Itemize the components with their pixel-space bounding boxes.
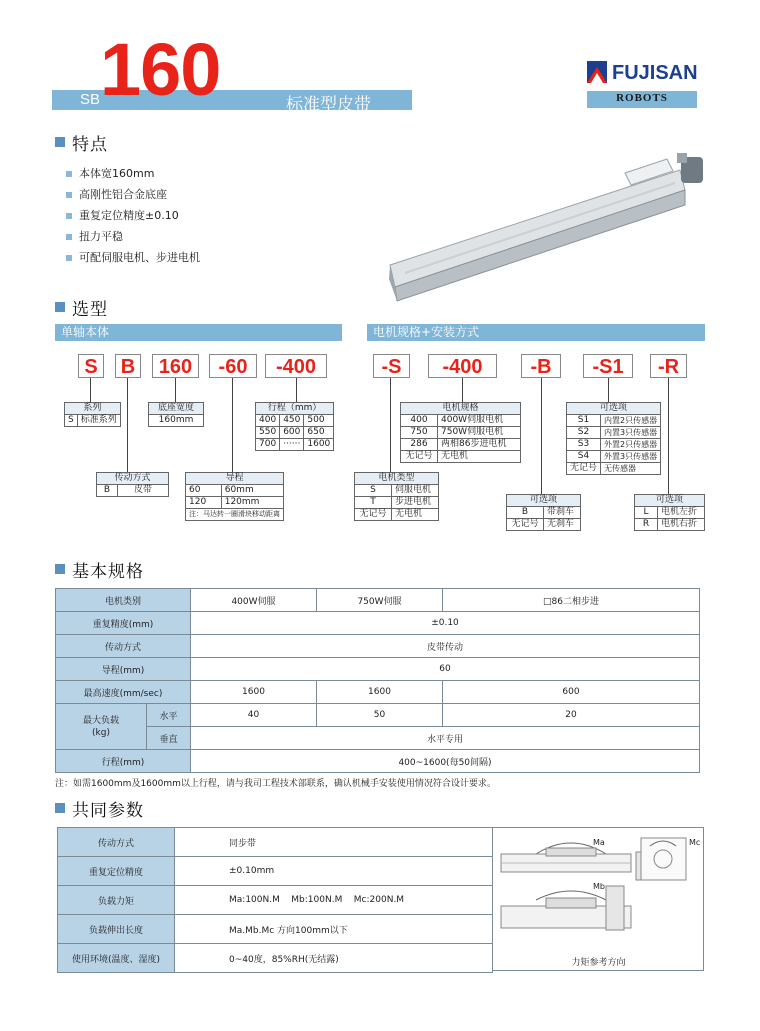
code-series: S xyxy=(78,354,104,378)
lead-label: 导程(mm) xyxy=(56,658,191,681)
lead-cell: 120 xyxy=(186,497,222,509)
lead-table xyxy=(185,472,284,521)
connector-line xyxy=(296,378,297,402)
param-value: Ma:100N.M Mb:100N.M Mc:200N.M xyxy=(175,886,493,915)
sensor-cell: S2 xyxy=(567,427,601,439)
motor-side-option-table xyxy=(634,494,705,531)
code-drive: B xyxy=(115,354,141,378)
linear-module-illustration xyxy=(385,145,715,305)
motor-spec-cell: 无记号 xyxy=(401,451,438,463)
drive-value: 皮带传动 xyxy=(191,635,700,658)
param-label: 重复定位精度 xyxy=(58,857,175,886)
feature-item: 重复定位精度±0.10 xyxy=(79,209,179,222)
brake-cell: B xyxy=(507,507,544,519)
motor-type-cell: S xyxy=(355,485,392,497)
repeat-label: 重复精度(mm) xyxy=(56,612,191,635)
series-code: S xyxy=(65,415,78,427)
sensor-cell: S4 xyxy=(567,451,601,463)
speed-value: 1600 xyxy=(191,681,317,704)
bullet-icon xyxy=(66,255,72,261)
common-params-table xyxy=(57,827,493,973)
param-value: ±0.10mm xyxy=(175,857,493,886)
speed-value: 600 xyxy=(443,681,700,704)
sensor-cell: S3 xyxy=(567,439,601,451)
brake-cell: 无刹车 xyxy=(544,519,581,531)
param-value: 同步带 xyxy=(175,828,493,857)
param-value: Ma.Mb.Mc 方向100mm以下 xyxy=(175,915,493,944)
motor-side-cell: R xyxy=(635,519,658,531)
lead-cell: 60 xyxy=(186,485,222,497)
base-width-header: 底座宽度 xyxy=(149,403,204,415)
sensor-cell: 无记号 xyxy=(567,463,601,475)
param-label: 负载伸出长度 xyxy=(58,915,175,944)
motor-spec-cell: 750 xyxy=(401,427,438,439)
motor-spec-cell: 两相86步进电机 xyxy=(438,439,521,451)
max-load-label-2: (kg) xyxy=(92,727,110,738)
series-desc: 标准系列 xyxy=(77,415,120,427)
drive-table xyxy=(96,472,169,497)
single-axis-bar: 单轴本体 xyxy=(55,324,342,341)
base-width-value: 160mm xyxy=(149,415,204,427)
basic-spec-table xyxy=(55,588,700,773)
speed-value: 1600 xyxy=(317,681,443,704)
stroke-cell: 700 xyxy=(256,439,280,451)
series-table xyxy=(64,402,121,427)
code-base-width: 160 xyxy=(152,354,199,378)
horizontal-value: 20 xyxy=(443,704,700,727)
sensor-option-table xyxy=(566,402,661,475)
code-sensor: -S1 xyxy=(583,354,633,378)
basic-spec-note: 注：如需1600mm及1600mm以上行程，请与我司工程技术部联系，确认机械手安装使用情况符合设计要求。 xyxy=(55,779,496,789)
lead-header: 导程 xyxy=(186,473,284,485)
max-load-label xyxy=(56,704,147,750)
common-params-title: 共同参数 xyxy=(72,801,144,821)
brake-cell: 无记号 xyxy=(507,519,544,531)
param-value: 0~40度，85%RH(无结露) xyxy=(175,944,493,973)
motor-col: 400W伺服 xyxy=(191,589,317,612)
stroke-value: 400~1600(每50间隔) xyxy=(191,750,700,773)
lead-cell: 120mm xyxy=(221,497,283,509)
stroke-cell: 600 xyxy=(280,427,304,439)
brake-header: 可选项 xyxy=(507,495,581,507)
motor-side-cell: 电机右折 xyxy=(658,519,705,531)
code-brake: -B xyxy=(521,354,561,378)
series-header: 系列 xyxy=(65,403,121,415)
stroke-table xyxy=(255,402,334,451)
stroke-cell: 450 xyxy=(280,415,304,427)
code-motor-side: -R xyxy=(650,354,687,378)
feature-item: 本体宽160mm xyxy=(79,167,155,180)
ma-label: Ma xyxy=(593,838,605,847)
stroke-cell: 500 xyxy=(304,415,334,427)
connector-line xyxy=(462,378,463,402)
model-prefix: SB xyxy=(80,91,101,108)
section-marker xyxy=(55,302,65,312)
motor-side-cell: L xyxy=(635,507,658,519)
stroke-cell: 1600 xyxy=(304,439,334,451)
connector-line xyxy=(390,378,391,472)
lead-value: 60 xyxy=(191,658,700,681)
connector-line xyxy=(90,378,91,402)
connector-line xyxy=(232,378,233,472)
horizontal-value: 50 xyxy=(317,704,443,727)
motor-spec-cell: 750W伺服电机 xyxy=(438,427,521,439)
motor-spec-header: 电机规格 xyxy=(401,403,521,415)
motor-spec-cell: 400W伺服电机 xyxy=(438,415,521,427)
motor-type-cell: 无电机 xyxy=(392,509,439,521)
feature-item: 高刚性铝合金底座 xyxy=(79,188,167,201)
lead-note: 注：马达转一圈滑块移动距离 xyxy=(186,509,284,521)
motor-type-cell: 无记号 xyxy=(355,509,392,521)
stroke-label: 行程(mm) xyxy=(56,750,191,773)
bullet-icon xyxy=(66,171,72,177)
lead-cell: 60mm xyxy=(221,485,283,497)
feature-item: 可配伺服电机、步进电机 xyxy=(79,251,200,264)
param-label: 传动方式 xyxy=(58,828,175,857)
code-motor-spec: -400 xyxy=(428,354,497,378)
sensor-cell: 内置2只传感器 xyxy=(601,415,661,427)
connector-line xyxy=(541,378,542,494)
drive-header: 传动方式 xyxy=(97,473,169,485)
mb-label: Mb xyxy=(593,882,605,891)
horizontal-label: 水平 xyxy=(147,704,191,727)
basic-spec-title: 基本规格 xyxy=(72,562,144,582)
max-load-label-1: 最大负载 xyxy=(82,715,119,726)
motor-spec-cell: 400 xyxy=(401,415,438,427)
motor-type-cell: 步进电机 xyxy=(392,497,439,509)
motor-type-cell: T xyxy=(355,497,392,509)
bullet-icon xyxy=(66,192,72,198)
mc-label: Mc xyxy=(689,838,701,847)
stroke-cell: 400 xyxy=(256,415,280,427)
vertical-value: 水平专用 xyxy=(191,727,700,750)
sensor-cell: 内置3只传感器 xyxy=(601,427,661,439)
stroke-cell: 550 xyxy=(256,427,280,439)
section-marker xyxy=(55,564,65,574)
sensor-cell: 外置3只传感器 xyxy=(601,451,661,463)
section-marker xyxy=(55,137,65,147)
connector-line xyxy=(608,378,609,402)
vertical-label: 垂直 xyxy=(147,727,191,750)
bullet-icon xyxy=(66,234,72,240)
connector-line xyxy=(668,378,669,494)
model-subtitle: 标准型皮带 xyxy=(286,95,371,115)
sensor-cell: 无传感器 xyxy=(601,463,661,475)
code-motor-type: -S xyxy=(373,354,410,378)
diagram-caption: 力矩参考方向 xyxy=(571,958,626,968)
brand-name: FUJISAN xyxy=(612,62,698,84)
stroke-cell: 650 xyxy=(304,427,334,439)
feature-item: 扭力平稳 xyxy=(79,230,123,243)
code-stroke: -400 xyxy=(265,354,327,378)
section-marker xyxy=(55,803,65,813)
motor-side-header: 可选项 xyxy=(635,495,705,507)
brand-sub: ROBOTS xyxy=(616,92,668,104)
repeat-value: ±0.10 xyxy=(191,612,700,635)
sensor-header: 可选项 xyxy=(567,403,661,415)
sensor-cell: 外置2只传感器 xyxy=(601,439,661,451)
motor-spec-bar: 电机规格+安装方式 xyxy=(367,324,705,341)
motor-col: □86二相步进 xyxy=(443,589,700,612)
brake-cell: 带刹车 xyxy=(544,507,581,519)
horizontal-value: 40 xyxy=(191,704,317,727)
sensor-cell: S1 xyxy=(567,415,601,427)
motor-type-header: 电机类型 xyxy=(355,473,439,485)
model-number: 160 xyxy=(100,28,221,111)
motor-side-cell: 电机左折 xyxy=(658,507,705,519)
selection-title: 选型 xyxy=(72,300,108,320)
motor-spec-table xyxy=(400,402,521,463)
drive-code: B xyxy=(97,485,118,497)
speed-label: 最高速度(mm/sec) xyxy=(56,681,191,704)
features-title: 特点 xyxy=(72,135,108,155)
fujisan-logo-icon xyxy=(587,61,607,83)
drive-desc: 皮带 xyxy=(118,485,169,497)
bullet-icon xyxy=(66,213,72,219)
motor-type-label: 电机类别 xyxy=(56,589,191,612)
base-width-table xyxy=(148,402,204,427)
connector-line xyxy=(127,378,128,472)
code-lead: -60 xyxy=(209,354,257,378)
motor-type-table xyxy=(354,472,439,521)
stroke-cell: ······ xyxy=(280,439,304,451)
param-label: 负载力矩 xyxy=(58,886,175,915)
motor-type-cell: 伺服电机 xyxy=(392,485,439,497)
stroke-header: 行程（mm） xyxy=(256,403,334,415)
connector-line xyxy=(175,378,176,402)
motor-col: 750W伺服 xyxy=(317,589,443,612)
motor-spec-cell: 286 xyxy=(401,439,438,451)
motor-spec-cell: 无电机 xyxy=(438,451,521,463)
drive-label: 传动方式 xyxy=(56,635,191,658)
param-label: 使用环境(温度、湿度) xyxy=(58,944,175,973)
brake-option-table xyxy=(506,494,581,531)
